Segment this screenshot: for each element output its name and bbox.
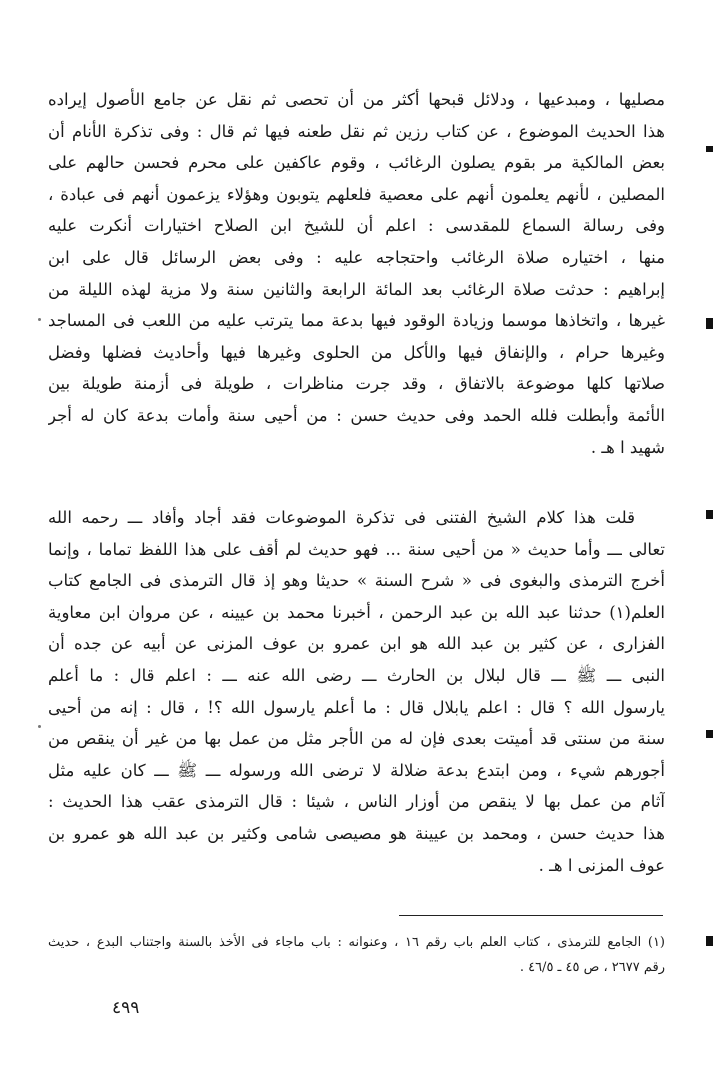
- text-line: الأئمة وأبطلت فلله الحمد وفى حديث حسن : من أحيى سنة وأمات بدعة كان له أجر: [48, 405, 665, 425]
- text-line: إبراهيم : حدثت صلاة الرغائب بعد المائة الرابعة والثانين سنة ولا مزية لهذه الليلة من: [48, 279, 665, 299]
- text-line: غيرها ، واتخاذها موسما وزيادة الوقود فيها بدعة مما يترتب عليه من اللعب فى المساجد: [48, 311, 665, 331]
- text-line: تعالى ـــ وأما حديث « من أحيى سنة ... فهو حديث لم أقف على هذا اللفظ تماما ، وإنما: [48, 539, 665, 559]
- text-line: شهيد ا هـ .: [590, 437, 665, 457]
- footnote-divider: [399, 915, 663, 916]
- paragraph-1: [48, 84, 665, 463]
- paragraph-2: [48, 502, 665, 881]
- text-line: سنة من سنتى قد أميتت بعدى فإن له من الأجر مثل من عمل بها من غير أن ينقص من: [48, 729, 665, 749]
- scan-edge-mark: [706, 318, 713, 329]
- text-line: يارسول الله ؟ قال : اعلم يابلال قال : ما أعلم يارسول الله ؟! ، قال : إنه من أحيى: [48, 697, 665, 717]
- scan-edge-mark: [706, 146, 713, 152]
- scan-edge-mark: [706, 730, 713, 738]
- text-line: أخرج الترمذى والبغوى فى « شرح السنة » حديثا وهو إذ قال الترمذى فى الجامع كتاب: [48, 571, 665, 591]
- text-line: هذا الحديث الموضوع ، عن كتاب رزين ثم نقل طعنه فيها ثم قال : وفى تذكرة الأنام أن: [48, 121, 665, 141]
- text-line: مصليها ، ومبدعيها ، ودلائل قبحها أكثر من أن تحصى ثم نقل عن جامع الأصول إيراده: [48, 90, 665, 109]
- text-line: النبى ـــ ﷺ ـــ قال لبلال بن الحارث ـــ رضى الله عنه ـــ : اعلم قال : ما أعلم: [48, 665, 665, 685]
- page-number: ٤٩٩: [112, 998, 140, 1018]
- text-line: وفى رسالة السماع للمقدسى : اعلم أن للشيخ ابن الصلاح اختيارات أنكرت عليه: [48, 216, 665, 236]
- scan-edge-mark: [706, 510, 713, 519]
- footnote-line: رقم ٢٦٧٧ ، ص ٤٥ ـ ٤٦/٥ .: [519, 960, 665, 975]
- text-line: العلم(١) حدثنا عبد الله بن عبد الرحمن ، أخبرنا محمد بن عيينه ، عن مروان ابن معاوية: [48, 602, 665, 622]
- scan-dot: [38, 725, 41, 728]
- text-line: وغيرها حرام ، والإنفاق فيها والأكل من الحلوى وغيرها فيها وأحاديث فضلها وفضل: [48, 342, 665, 362]
- scan-dot: [38, 318, 41, 321]
- text-line: قلت هذا كلام الشيخ الفتنى فى تذكرة الموضوعات فقد أجاد وأفاد ـــ رحمه الله: [48, 508, 635, 527]
- text-line: صلاتها كلها موضوعة بالاتفاق ، وقد جرت مناظرات ، طويلة فى أزمنة طويلة بين: [48, 374, 665, 394]
- text-line: عوف المزنى ا هـ .: [538, 855, 665, 875]
- text-line: بعض المالكية مر بقوم يصلون الرغائب ، وقوم عاكفين على محرم فحسن حالهم على: [48, 153, 665, 173]
- text-line: هذا حديث حسن ، ومحمد بن عيينة هو مصيصى شامى وكثير بن عبد الله هو عمرو بن: [48, 823, 665, 843]
- text-line: الفزارى ، عن كثير بن عبد الله هو ابن عمرو بن عوف المزنى عن أبيه عن جده أن: [48, 634, 665, 654]
- text-line: المصلين ، لأنهم يعلمون أنهم على معصية فلعلهم يتوبون وهؤلاء يزعمون أنهم فى عبادة ،: [48, 184, 665, 204]
- footnote-line: (١) الجامع للترمذى ، كتاب العلم باب رقم ١٦ ، وعنوانه : باب ماجاء فى الأخذ بالسنة واجتناب البدع ، حديث: [48, 935, 665, 950]
- footnote: [48, 930, 665, 980]
- text-line: منها ، اختياره صلاة الرغائب واحتجاجه عليه : وفى بعض الرسائل قال على ابن: [48, 247, 665, 267]
- text-line: أجورهم شيء ، ومن ابتدع بدعة ضلالة لا ترضى الله ورسوله ـــ ﷺ ـــ كان عليه مثل: [48, 760, 665, 780]
- scan-edge-mark: [706, 936, 713, 946]
- text-line: آثام من عمل بها لا ينقص من أوزار الناس ، شيئا : قال الترمذى عقب هذا الحديث :: [48, 792, 665, 812]
